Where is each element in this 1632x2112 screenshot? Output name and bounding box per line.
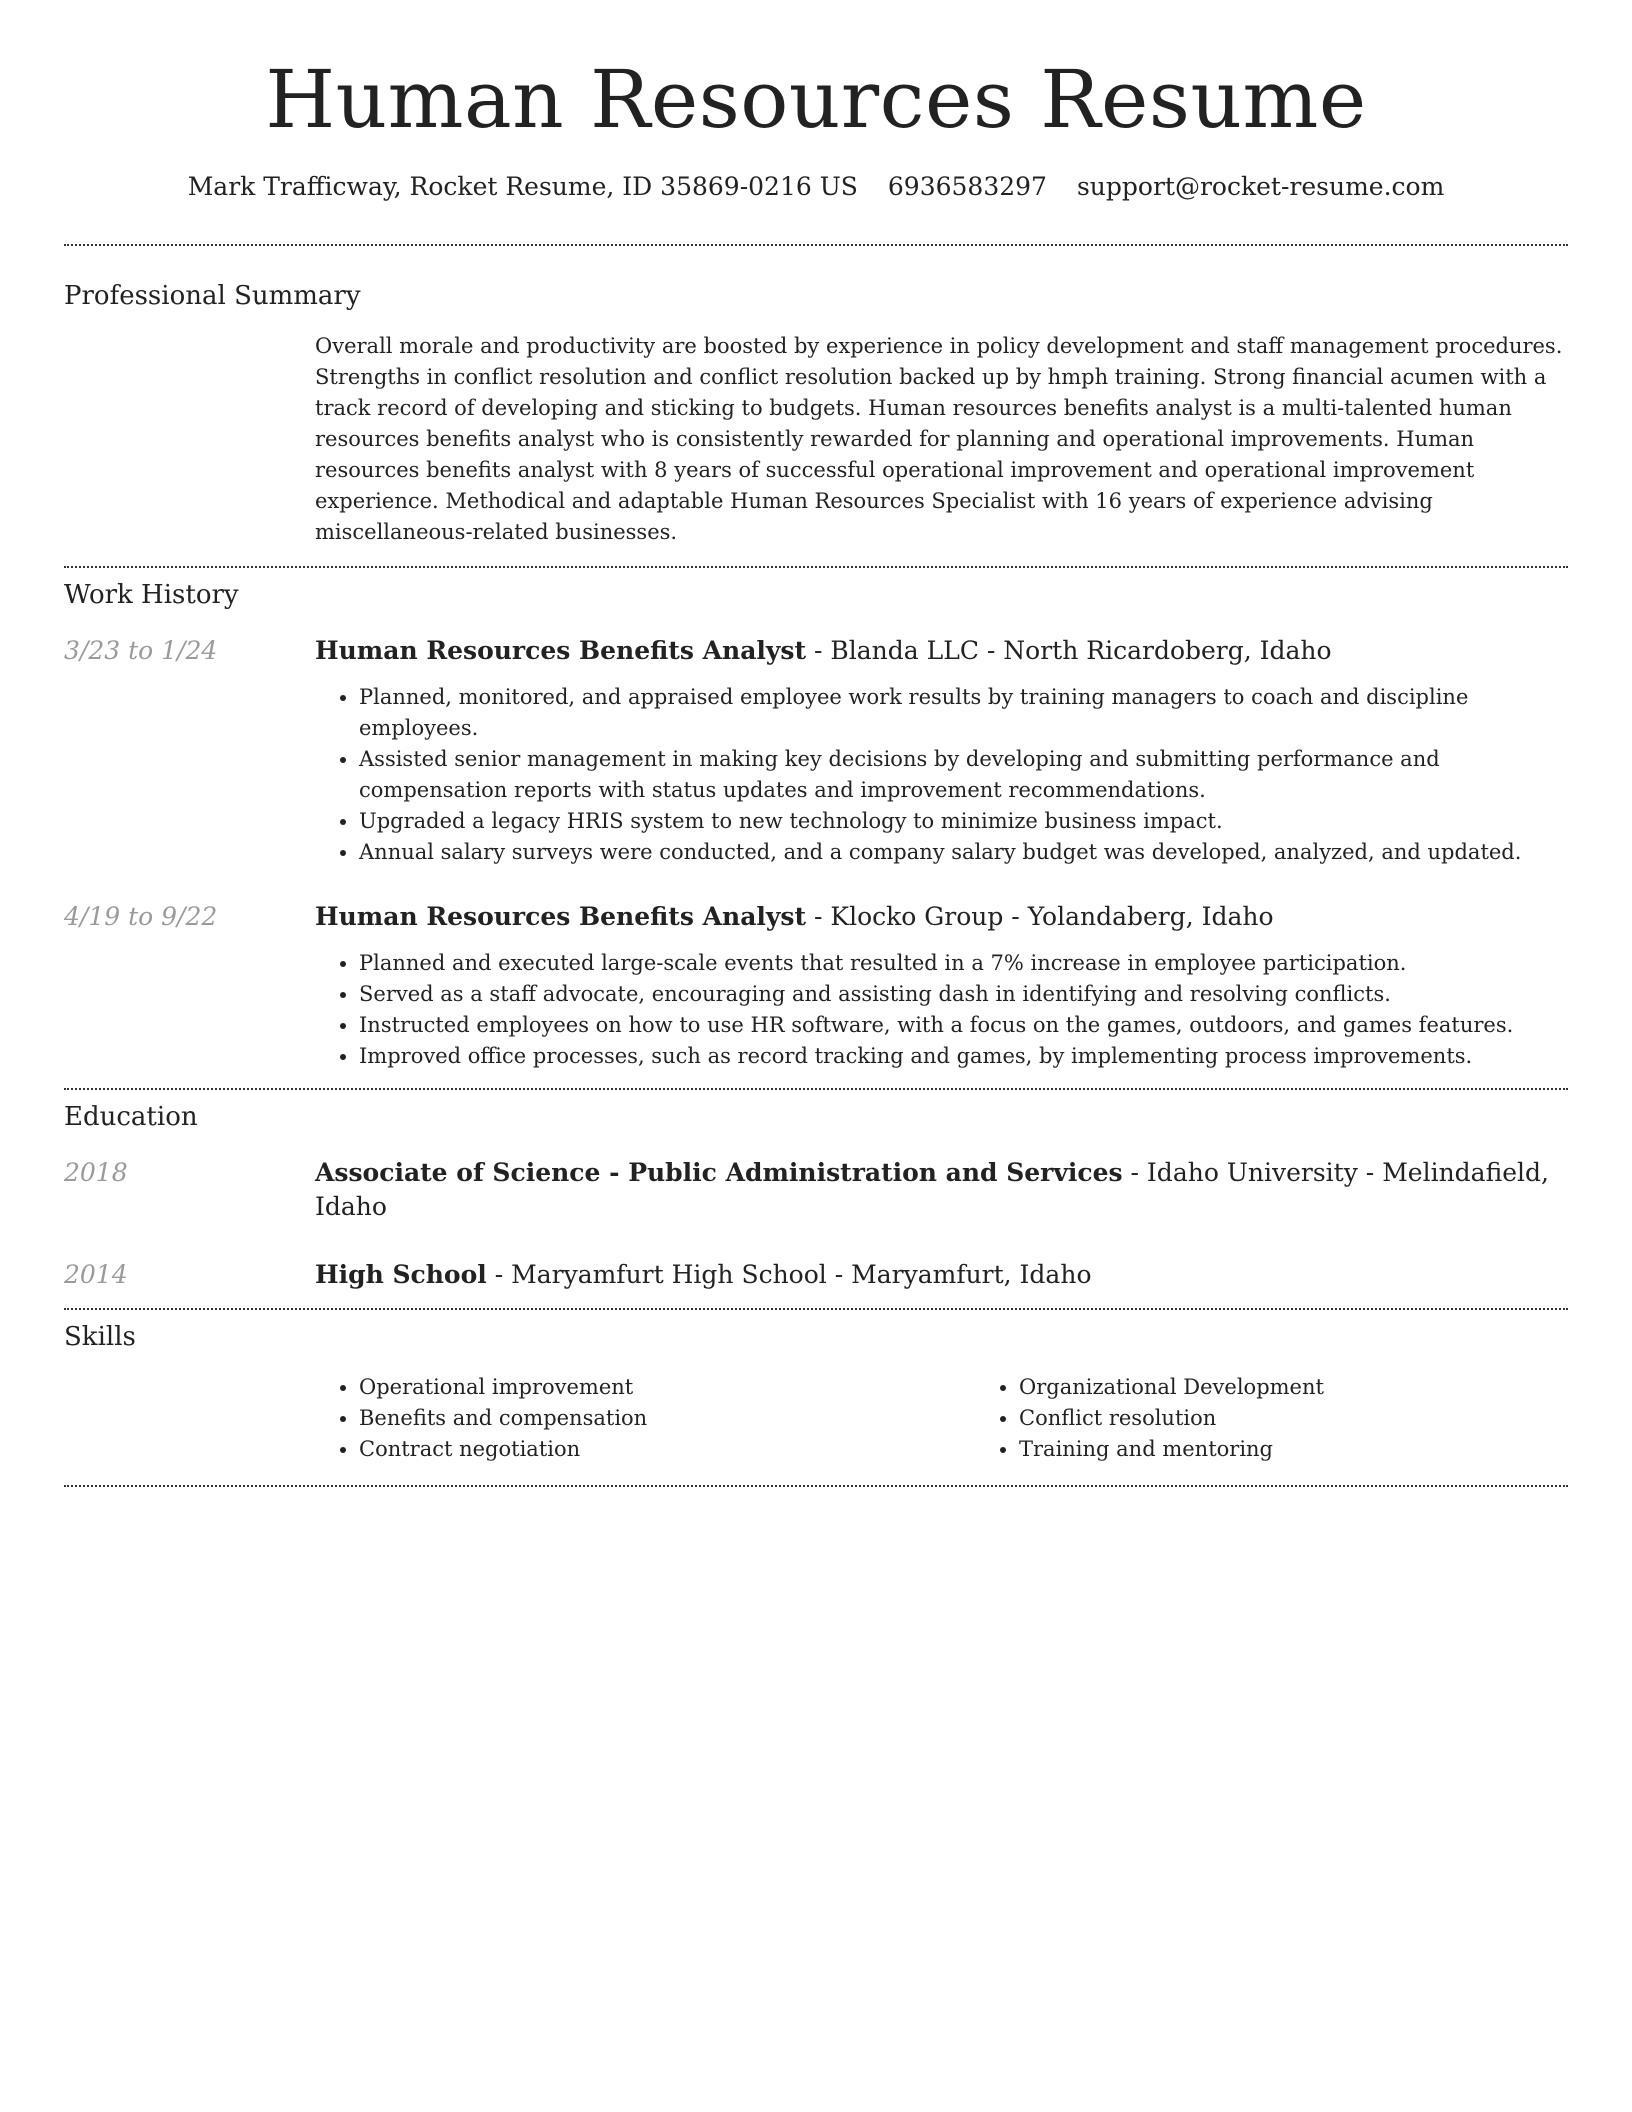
job-bullet: • Planned and executed large-scale events that resulted in a 7% increase in employee participation. bbox=[359, 948, 1568, 979]
contact-line bbox=[64, 170, 1568, 204]
job-bullets bbox=[315, 948, 1568, 1072]
job-heading bbox=[315, 634, 1568, 668]
job-title: Human Resources Benefits Analyst bbox=[315, 636, 807, 665]
contact-phone: 6936583297 bbox=[887, 172, 1047, 201]
work-section bbox=[64, 568, 1568, 1088]
job-company: - Blanda LLC - North Ricardoberg, Idaho bbox=[806, 636, 1332, 665]
contact-address: Mark Trafficway, Rocket Resume, ID 35869-0216 US bbox=[187, 172, 858, 201]
job-bullet: • Served as a staff advocate, encouraging and assisting dash in identifying and resolving conflicts. bbox=[359, 979, 1568, 1010]
education-heading-line bbox=[315, 1258, 1568, 1292]
job-bullet: • Improved office processes, such as record tracking and games, by implementing process improvements. bbox=[359, 1041, 1568, 1072]
education-degree: High School bbox=[315, 1260, 487, 1289]
job-heading bbox=[315, 900, 1568, 934]
summary-text: Overall morale and productivity are boosted by experience in policy development and staff management procedures. Strengths in conflict resolution and conflict resolution backed up by hmph training. Strong financial acumen with a track record of developing and sticking to budgets. Human resources benefits analyst is a multi-talented human resources benefits analyst who is consistently rewarded for planning and operational improvements. Human resources benefits analyst with 8 years of successful operational improvement and operational improvement experience. Methodical and adaptable Human Resources Specialist with 16 years of experience advising miscellaneous-related businesses. bbox=[315, 334, 1563, 544]
skills-divider bbox=[64, 1485, 1568, 1487]
skills-section bbox=[64, 1310, 1568, 1485]
summary-section bbox=[64, 246, 1568, 566]
education-heading-line bbox=[315, 1156, 1568, 1224]
education-school: - Idaho University - Melindafield, Idaho bbox=[315, 1158, 1549, 1221]
job-entry bbox=[64, 900, 1568, 1072]
job-bullet: • Assisted senior management in making key decisions by developing and submitting performance and compensation reports with status updates and improvement recommendations. bbox=[359, 744, 1568, 806]
education-entry bbox=[64, 1258, 1568, 1292]
education-degree: Associate of Science - Public Administration and Services bbox=[315, 1158, 1123, 1187]
education-school: - Maryamfurt High School - Maryamfurt, Idaho bbox=[486, 1260, 1092, 1289]
job-bullet: • Annual salary surveys were conducted, and a company salary budget was developed, analyzed, and updated. bbox=[359, 837, 1568, 868]
contact-email: support@rocket-resume.com bbox=[1076, 172, 1445, 201]
education-year: 2018 bbox=[64, 1158, 128, 1187]
work-heading: Work History bbox=[64, 580, 239, 610]
job-bullet: • Upgraded a legacy HRIS system to new technology to minimize business impact. bbox=[359, 806, 1568, 837]
skills-list-left bbox=[315, 1372, 975, 1465]
education-year: 2014 bbox=[64, 1260, 128, 1289]
skill-item: • Contract negotiation bbox=[359, 1434, 975, 1465]
skill-item: • Organizational Development bbox=[1019, 1372, 1632, 1403]
resume-title: Human Resources Resume bbox=[265, 53, 1367, 146]
skills-list-right bbox=[975, 1372, 1632, 1465]
skill-item: • Conflict resolution bbox=[1019, 1403, 1632, 1434]
job-dates: 3/23 to 1/24 bbox=[64, 636, 218, 665]
job-company: - Klocko Group - Yolandaberg, Idaho bbox=[806, 902, 1274, 931]
job-bullet: • Planned, monitored, and appraised employee work results by training managers to coach and discipline employees. bbox=[359, 682, 1568, 744]
education-section bbox=[64, 1090, 1568, 1308]
job-bullet: • Instructed employees on how to use HR software, with a focus on the games, outdoors, and games features. bbox=[359, 1010, 1568, 1041]
skill-item: • Benefits and compensation bbox=[359, 1403, 975, 1434]
summary-heading: Professional Summary bbox=[64, 281, 361, 311]
job-dates: 4/19 to 9/22 bbox=[64, 902, 218, 931]
skill-item: • Operational improvement bbox=[359, 1372, 975, 1403]
job-title: Human Resources Benefits Analyst bbox=[315, 902, 807, 931]
job-entry bbox=[64, 634, 1568, 868]
skill-item: • Training and mentoring bbox=[1019, 1434, 1632, 1465]
job-bullets bbox=[315, 682, 1568, 868]
education-heading: Education bbox=[64, 1102, 198, 1132]
education-entry bbox=[64, 1156, 1568, 1224]
skills-heading: Skills bbox=[64, 1322, 136, 1352]
